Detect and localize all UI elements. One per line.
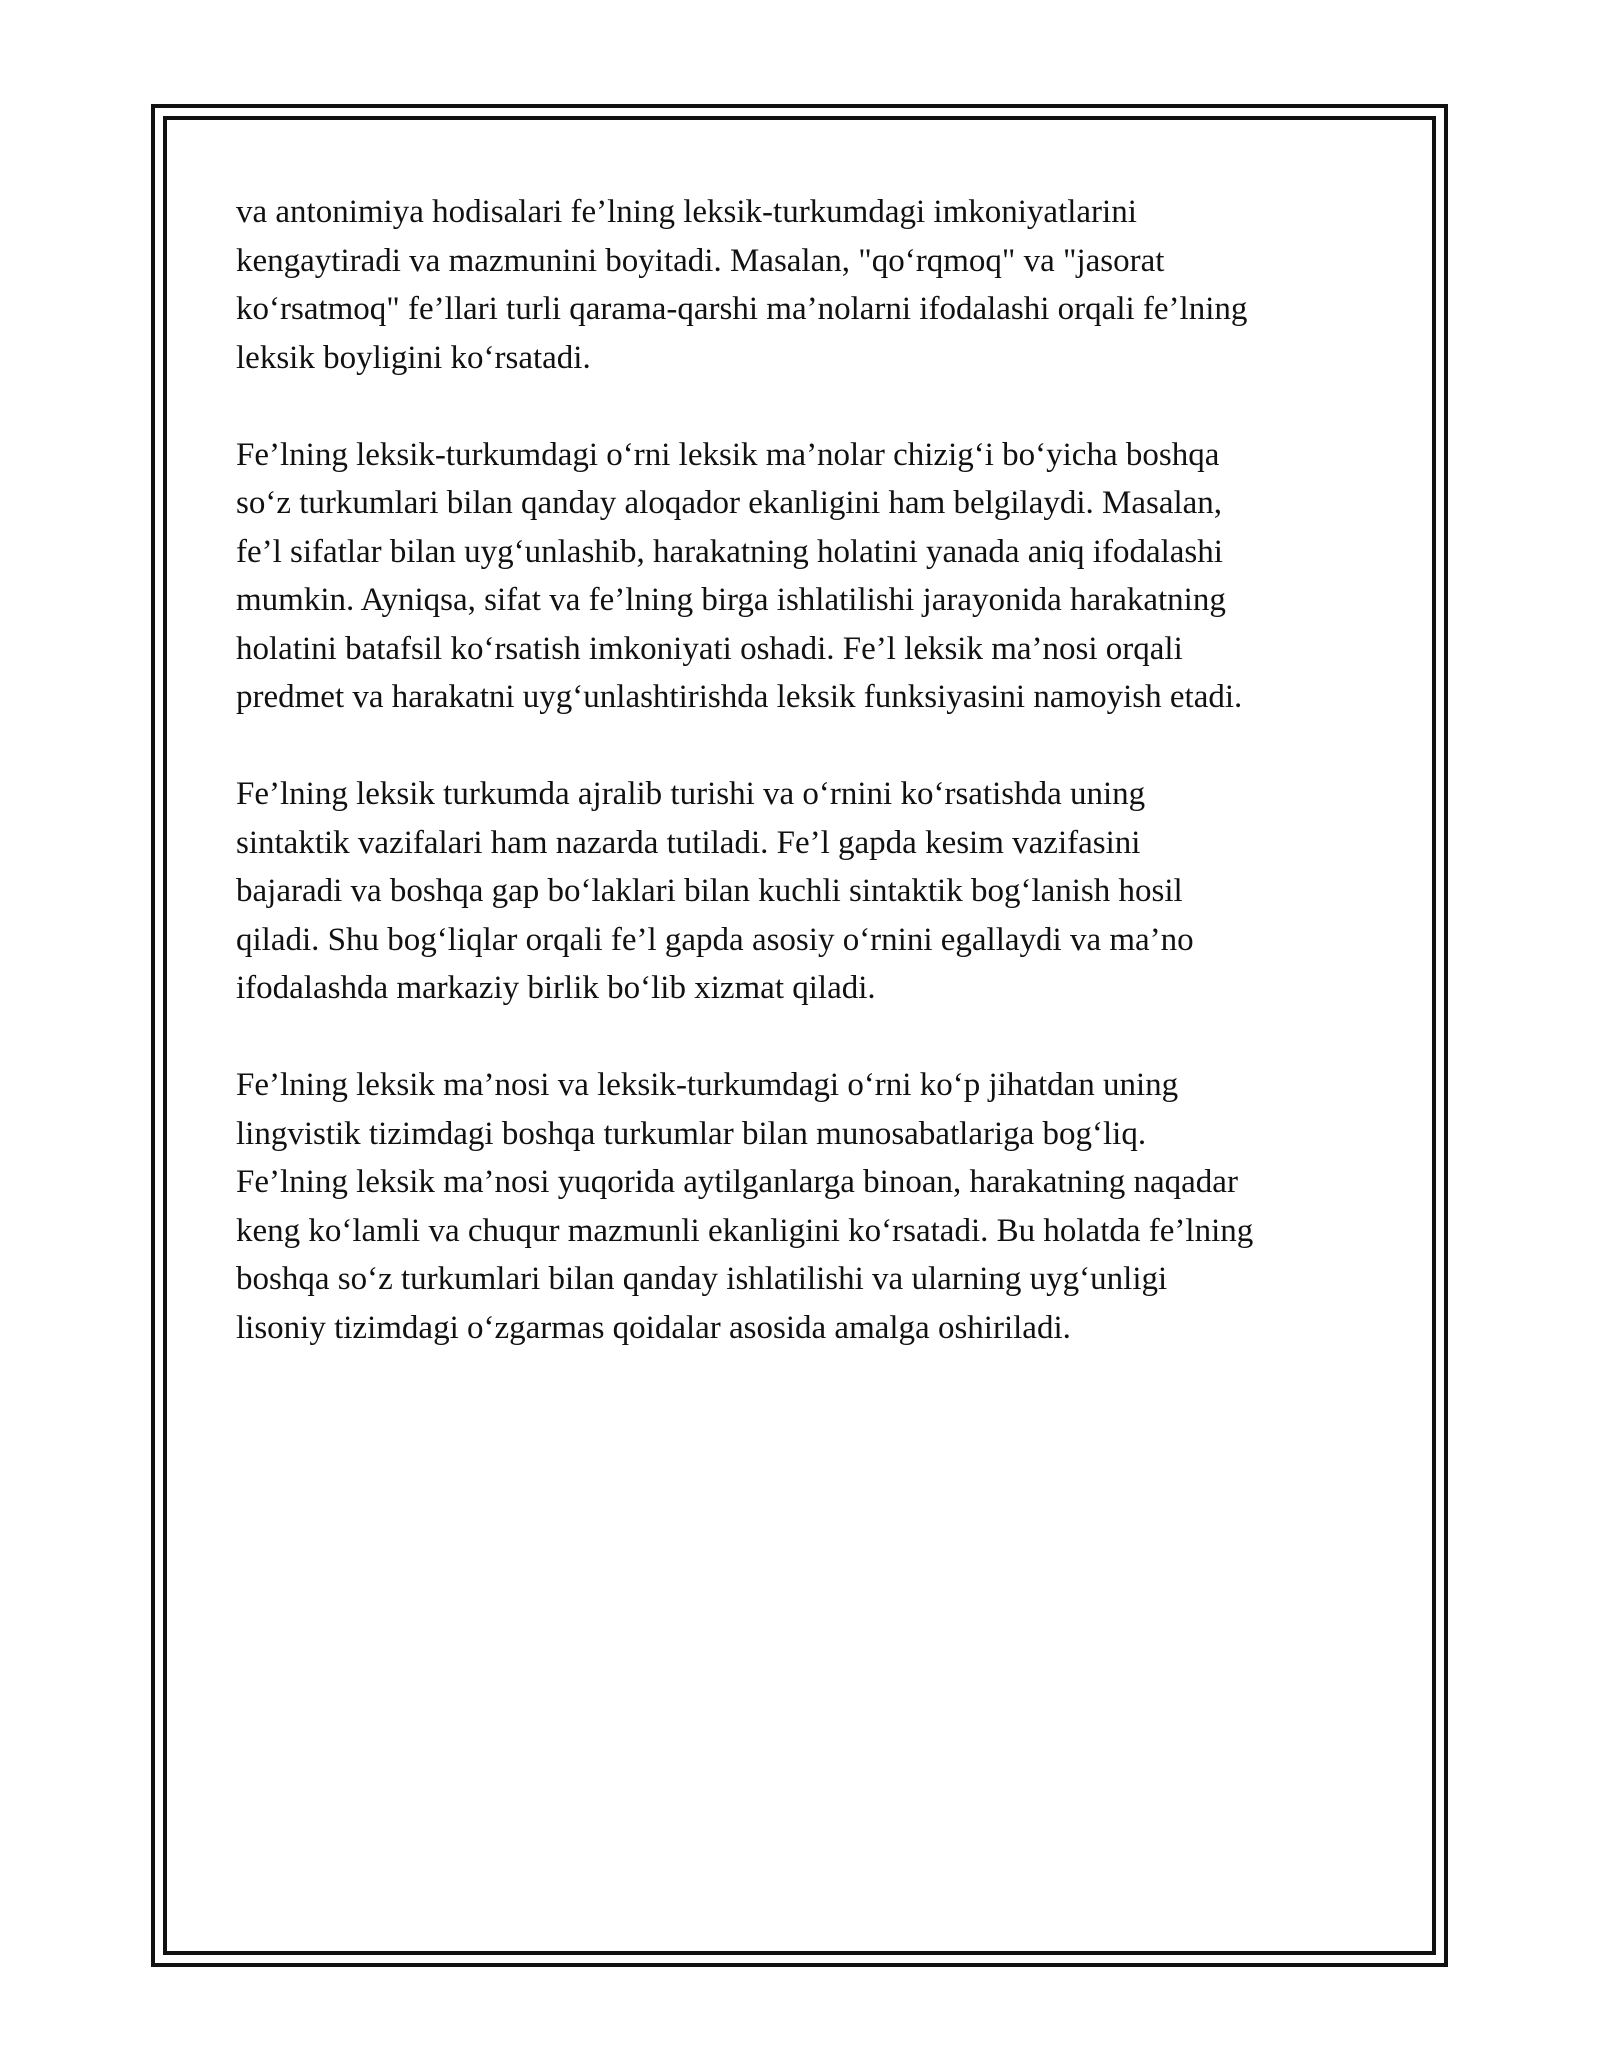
text-line: lisoniy tizimdagi o‘zgarmas qoidalar asosida amalga oshiriladi. xyxy=(236,1309,1071,1346)
document-body xyxy=(236,188,1378,1401)
text-line: so‘z turkumlari bilan qanday aloqador ekanligini ham belgilaydi. Masalan, xyxy=(236,485,1223,521)
text-line: mumkin. Ayniqsa, sifat va fe’lning birga ishlatilishi jarayonida harakatning xyxy=(236,582,1226,618)
text-line: fe’l sifatlar bilan uyg‘unlashib, harakatning holatini yanada aniq ifodalashi xyxy=(236,533,1223,570)
text-line: qiladi. Shu bog‘liqlar orqali fe’l gapda asosiy o‘rnini egallaydi va ma’no xyxy=(236,921,1194,958)
paragraph-1 xyxy=(236,188,1378,382)
text-line: Fe’lning leksik ma’nosi va leksik-turkumdagi o‘rni ko‘p jihatdan uning xyxy=(236,1067,1179,1103)
text-line: leksik boyligini ko‘rsatadi. xyxy=(236,339,591,376)
text-line: holatini batafsil ko‘rsatish imkoniyati oshadi. Fe’l leksik ma’nosi orqali xyxy=(236,630,1183,667)
text-line: ko‘rsatmoq" fe’llari turli qarama-qarshi ma’nolarni ifodalashi orqali fe’lning xyxy=(236,291,1248,327)
text-line: ifodalashda markaziy birlik bo‘lib xizmat qiladi. xyxy=(236,970,876,1006)
text-line: kengaytiradi va mazmunini boyitadi. Masalan, "qo‘rqmoq" va "jasorat xyxy=(236,242,1165,279)
text-line: sintaktik vazifalari ham nazarda tutiladi. Fe’l gapda kesim vazifasini xyxy=(236,824,1141,861)
text-line: boshqa so‘z turkumlari bilan qanday ishlatilishi va ularning uyg‘unligi xyxy=(236,1261,1168,1297)
text-line: predmet va harakatni uyg‘unlashtirishda leksik funksiyasini namoyish etadi. xyxy=(236,679,1243,715)
paragraph-3 xyxy=(236,770,1378,1013)
text-line: keng ko‘lamli va chuqur mazmunli ekanligini ko‘rsatadi. Bu holatda fe’lning xyxy=(236,1212,1254,1249)
paragraph-4 xyxy=(236,1061,1378,1352)
paragraph-2 xyxy=(236,431,1378,722)
text-line: Fe’lning leksik turkumda ajralib turishi va o‘rnini ko‘rsatishda uning xyxy=(236,776,1146,812)
text-line: bajaradi va boshqa gap bo‘laklari bilan kuchli sintaktik bog‘lanish hosil xyxy=(236,873,1183,909)
text-line: Fe’lning leksik ma’nosi yuqorida aytilganlarga binoan, harakatning naqadar xyxy=(236,1164,1238,1200)
text-line: Fe’lning leksik-turkumdagi o‘rni leksik ma’nolar chizig‘i bo‘yicha boshqa xyxy=(236,436,1220,473)
text-line: lingvistik tizimdagi boshqa turkumlar bilan munosabatlariga bog‘liq. xyxy=(236,1115,1147,1152)
text-line: va antonimiya hodisalari fe’lning leksik-turkumdagi imkoniyatlarini xyxy=(236,194,1137,230)
